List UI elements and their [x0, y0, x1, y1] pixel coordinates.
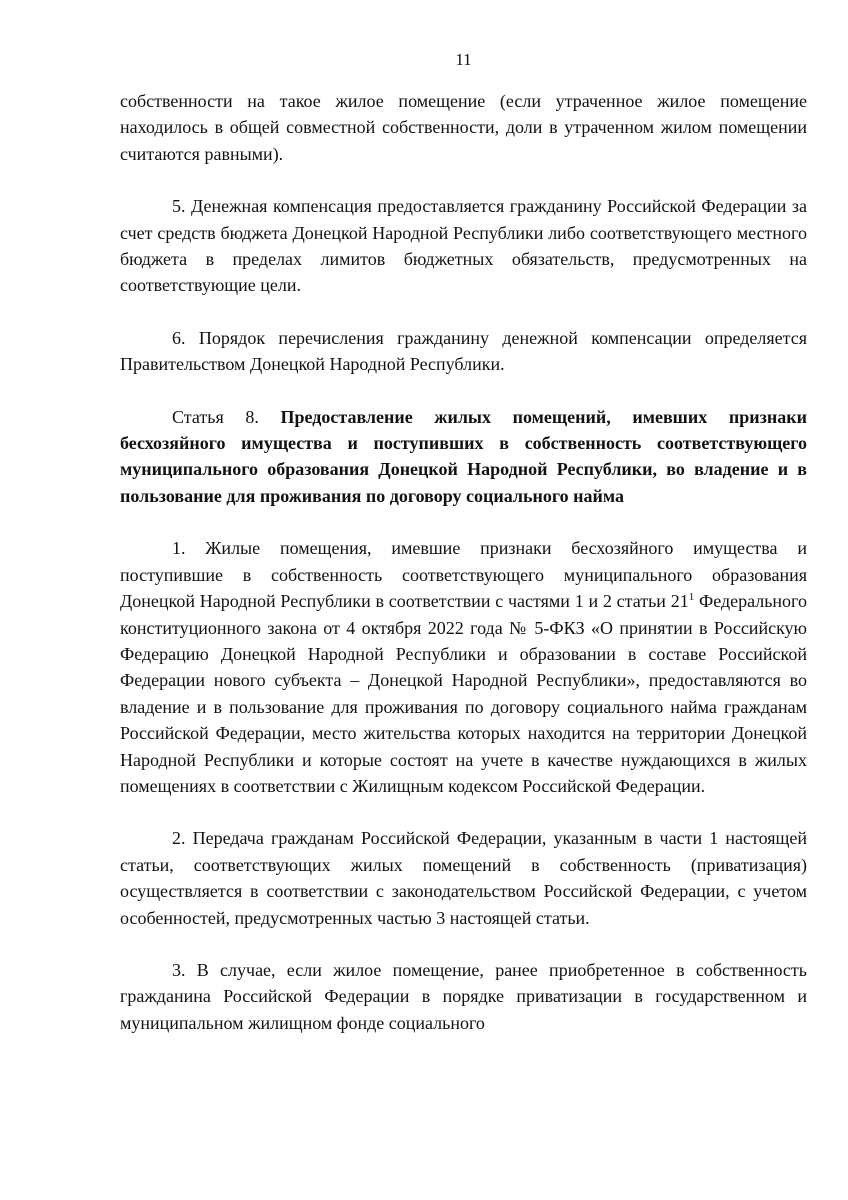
- article-8-part-2: 2. Передача гражданам Российской Федерации, указанным в части 1 настоящей статьи, соответствующих жилых помещений в собственность (приватизация) осуществляется в соответствии с законодательством Российской Федерации, с учетом особенностей, предусмотренных частью 3 настоящей статьи.: [120, 828, 807, 928]
- article-8-part-1-text-end: Федерального конституционного закона от 4 октября 2022 года № 5-ФКЗ «О принятии в Российскую Федерацию Донецкой Народной Республики и образовании в составе Российской Федерации нового субъекта – Донецкой Народной Республики», предоставляются во владение и в пользование для проживания по договору социального найма гражданам Российской Федерации, место жительства которых находится на территории Донецкой Народной Республики и которые состоят на учете в качестве нуждающихся в жилых помещениях в соответствии с Жилищным кодексом Российской Федерации.: [120, 591, 807, 796]
- paragraph-item-6: 6. Порядок перечисления гражданину денежной компенсации определяется Правительством Донецкой Народной Республики.: [120, 327, 807, 375]
- page-number: 11: [455, 50, 472, 69]
- article-8-heading: [120, 404, 807, 510]
- paragraph-gap: [120, 167, 807, 193]
- document-body: [120, 88, 807, 1036]
- paragraph-item-5: 5. Денежная компенсация предоставляется гражданину Российской Федерации за счет средств бюджета Донецкой Народной Республики либо соответствующего местного бюджета в пределах лимитов бюджетных обязательств, предусмотренных на соответствующие цели.: [120, 196, 807, 296]
- paragraph-gap: [120, 378, 807, 404]
- paragraph-gap: [120, 299, 807, 325]
- article-8-part-1-superscript: 1: [688, 591, 695, 604]
- article-8-title: Предоставление жилых помещений, имевших признаки бесхозяйного имущества и поступивших в собственность соответствующего муниципального образования Донецкой Народной Республики, во владение и в пользование для проживания по договору социального найма: [120, 406, 807, 506]
- article-8-part-3: 3. В случае, если жилое помещение, ранее приобретенное в собственность гражданина Российской Федерации в порядке приватизации в государственном и муниципальном жилищном фонде социального: [120, 959, 807, 1033]
- paragraph-gap: [120, 931, 807, 957]
- paragraph-gap: [120, 509, 807, 535]
- paragraph-gap: [120, 799, 807, 825]
- article-8-part-1: [120, 535, 807, 799]
- article-8-part-1-text-start: 1. Жилые помещения, имевшие признаки бесхозяйного имущества и поступившие в собственность соответствующего муниципального образования Донецкой Народной Республики в соответствии с частями 1 и 2 статьи 21: [120, 538, 807, 612]
- article-8-label: Статья 8.: [172, 406, 281, 427]
- paragraph-continuation: собственности на такое жилое помещение (если утраченное жилое помещение находилось в общей совместной собственности, доли в утраченном жилом помещении считаются равными).: [120, 91, 807, 164]
